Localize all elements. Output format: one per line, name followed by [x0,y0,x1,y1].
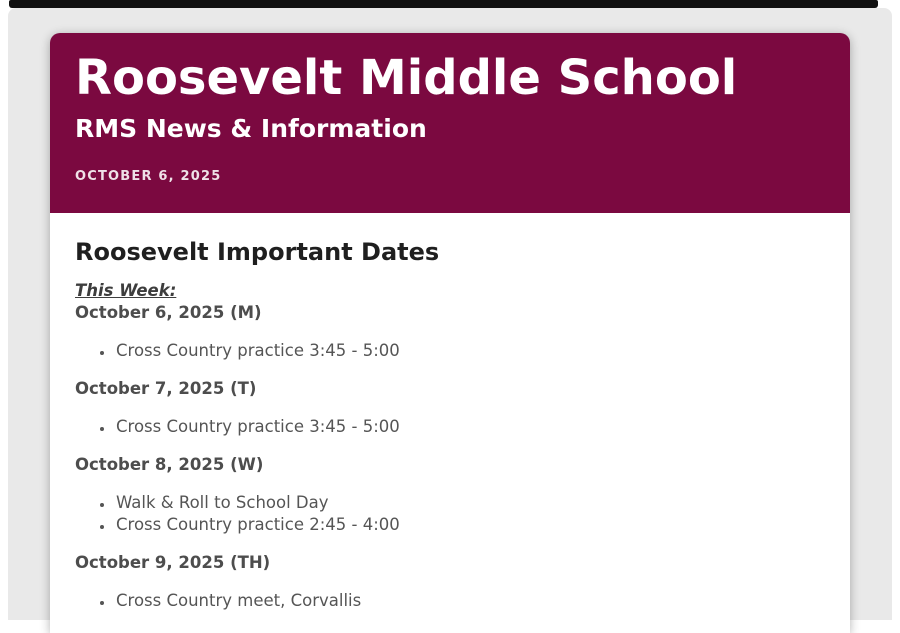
this-week-label: This Week: [75,280,177,300]
newsletter-header [50,33,850,213]
event-item: • Walk & Roll to School Day [114,492,825,514]
event-list [75,340,825,362]
issue-date: OCTOBER 6, 2025 [75,168,222,184]
event-list [75,492,825,536]
event-item: • Cross Country practice 2:45 - 4:00 [114,514,825,536]
event-list [75,590,825,612]
date-section [75,302,825,362]
newsletter-subtitle: RMS News & Information [75,114,427,144]
date-heading: October 8, 2025 (W) [75,454,264,474]
event-list [75,416,825,438]
event-item: • Cross Country practice 3:45 - 5:00 [114,340,825,362]
event-item: • Cross Country practice 3:45 - 5:00 [114,416,825,438]
date-heading: October 9, 2025 (TH) [75,552,271,572]
date-section [75,454,825,536]
event-item: • Cross Country meet, Corvallis [114,590,825,612]
date-section [75,552,825,612]
newsletter-scroll-area[interactable] [8,8,892,620]
top-dark-bar [9,0,878,8]
date-heading: October 7, 2025 (T) [75,378,257,398]
newsletter-body [50,213,850,633]
article-heading: Roosevelt Important Dates [75,238,440,266]
date-heading: October 6, 2025 (M) [75,302,262,322]
school-title: Roosevelt Middle School [75,50,738,106]
newsletter-card [50,33,850,633]
sections [75,302,825,612]
date-section [75,378,825,438]
